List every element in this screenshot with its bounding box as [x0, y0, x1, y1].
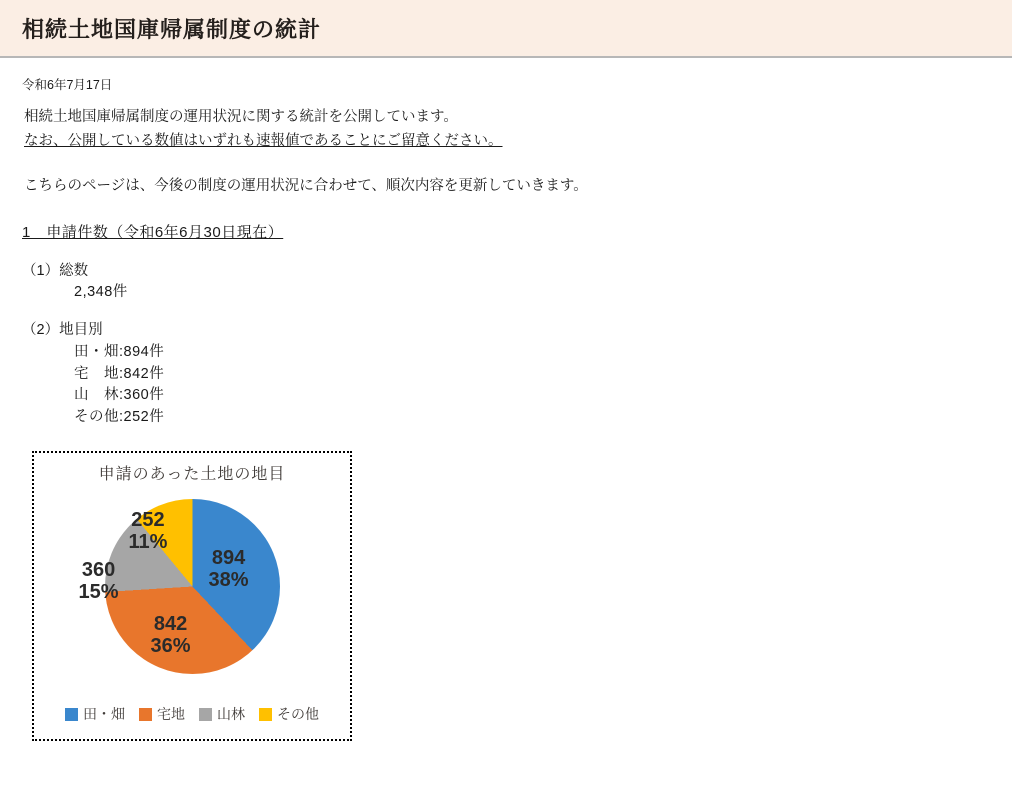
legend-label-farmland: 田・畑 — [83, 705, 125, 722]
pie-chart-figure — [32, 451, 352, 741]
notice-paragraph: なお、公開している数値はいずれも速報値であることにご留意ください。 — [24, 132, 503, 149]
legend-swatch-forest — [199, 708, 212, 721]
subsection-heading-by-category: （2）地目別 — [22, 322, 103, 338]
legend-label-forest: 山林 — [217, 705, 245, 722]
legend-label-residential: 宅地 — [157, 705, 185, 722]
subsection-heading-total: （1）総数 — [22, 262, 89, 279]
page-header — [0, 0, 1012, 58]
pie-label-other-value: 252 — [131, 508, 165, 531]
legend-swatch-other — [259, 708, 272, 721]
legend-swatch-farmland — [65, 708, 78, 721]
pie-label-forest-value: 360 — [81, 558, 116, 581]
category-item-other: その他:252件 — [74, 409, 165, 425]
legend-item-other — [259, 704, 319, 725]
legend-label-other: その他 — [277, 705, 319, 722]
legend-item-residential — [139, 704, 185, 725]
update-paragraph: こちらのページは、今後の制度の運用状況に合わせて、順次内容を更新していきます。 — [24, 178, 588, 195]
chart-title: 申請のあった土地の地目 — [98, 465, 286, 483]
pie-label-farmland-percent: 38% — [208, 569, 249, 592]
chart-legend — [34, 704, 350, 725]
legend-swatch-residential — [139, 708, 152, 721]
page-title: 相続土地国庫帰属制度の統計 — [22, 16, 322, 42]
category-item-residential: 宅 地:842件 — [74, 365, 165, 382]
pie-label-residential-percent: 36% — [150, 635, 191, 658]
intro-paragraph: 相続土地国庫帰属制度の運用状況に関する統計を公開しています。 — [24, 108, 458, 125]
pie-label-forest — [79, 559, 119, 604]
pie-label-residential-value: 842 — [153, 612, 188, 635]
pie-label-farmland — [209, 547, 249, 592]
legend-item-forest — [199, 704, 245, 725]
pie-label-other-percent: 11% — [128, 531, 168, 554]
pie-label-other — [129, 509, 168, 554]
pie-label-farmland-value: 894 — [211, 546, 246, 569]
pie-chart — [78, 499, 280, 674]
category-item-forest: 山 林:360件 — [74, 387, 165, 404]
publication-date: 令和6年7月17日 — [22, 78, 113, 92]
pie-label-residential — [151, 613, 191, 658]
page-content — [0, 58, 1012, 741]
total-applications-value: 2,348件 — [74, 284, 128, 301]
section-heading-applications: 1 申請件数（令和6年6月30日現在） — [22, 224, 284, 241]
legend-item-farmland — [65, 704, 125, 725]
category-item-farmland: 田・畑:894件 — [74, 343, 165, 360]
pie-label-forest-percent: 15% — [78, 581, 119, 604]
